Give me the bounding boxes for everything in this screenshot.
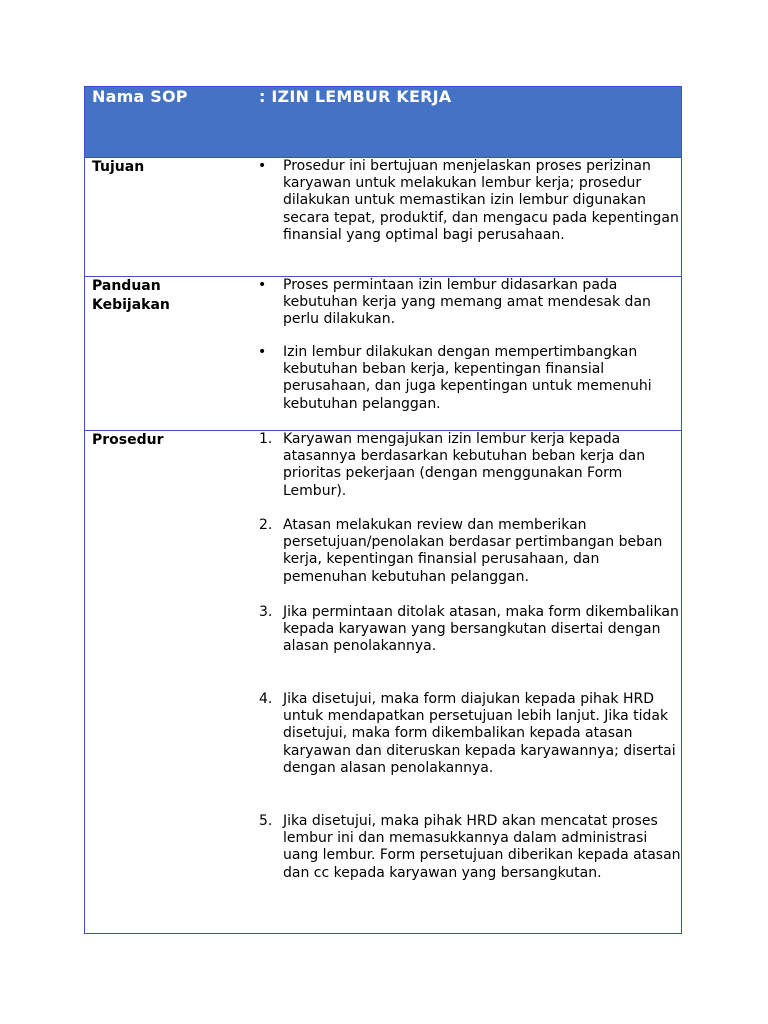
bullet-icon: •: [258, 158, 267, 174]
prosedur-row: [85, 431, 681, 933]
prosedur-item: [257, 604, 707, 656]
prosedur-item-number: 3.: [259, 604, 273, 620]
prosedur-item-number: 4.: [259, 691, 273, 707]
prosedur-item: [257, 691, 707, 777]
prosedur-item-text: Jika permintaan ditolak atasan, maka form dikembalikan kepada karyawan yang bersangkutan disertai dengan alasan penolakannya.: [283, 604, 679, 655]
sop-name-value: : IZIN LEMBUR KERJA: [259, 87, 452, 106]
panduan-item-text: Proses permintaan izin lembur didasarkan pada kebutuhan kerja yang memang amat mendesak dan perlu dilakukan.: [283, 277, 651, 328]
panduan-row: [85, 277, 681, 431]
panduan-item: [257, 344, 707, 413]
prosedur-label: Prosedur: [92, 432, 164, 448]
sop-table: [84, 86, 682, 934]
panduan-label: Panduan Kebijakan: [92, 278, 170, 313]
prosedur-item: [257, 517, 707, 586]
tujuan-item-text: Prosedur ini bertujuan menjelaskan proses perizinan karyawan untuk melakukan lembur kerja; prosedur dilakukan untuk memastikan izin lembur digunakan secara tepat, produktif, dan mengacu pada kepentingan finansial yang optimal bagi perusahaan.: [283, 158, 679, 243]
panduan-item: [257, 277, 707, 329]
prosedur-item-number: 1.: [259, 431, 273, 447]
tujuan-row: [85, 158, 681, 277]
prosedur-item-text: Karyawan mengajukan izin lembur kerja kepada atasannya berdasarkan kebutuhan beban kerja dan prioritas pekerjaan (dengan menggunakan Form Lembur).: [283, 431, 646, 499]
prosedur-item-text: Jika disetujui, maka form diajukan kepada pihak HRD untuk mendapatkan persetujuan lebih lanjut. Jika tidak disetujui, maka form dikembalikan kepada atasan karyawan dan diteruskan kepada karyawannya; disertai dengan alasan penolakannya.: [283, 691, 676, 776]
prosedur-item: [257, 431, 707, 500]
sop-name-label: Nama SOP: [92, 87, 188, 106]
bullet-icon: •: [258, 277, 267, 293]
tujuan-label: Tujuan: [92, 159, 145, 175]
tujuan-item: [257, 158, 707, 244]
prosedur-item-text: Jika disetujui, maka pihak HRD akan mencatat proses lembur ini dan memasukkannya dalam administrasi uang lembur. Form persetujuan diberikan kepada atasan dan cc kepada karyawan yang bersangkutan.: [283, 813, 681, 881]
prosedur-item: [257, 813, 707, 882]
prosedur-item-number: 5.: [259, 813, 273, 829]
prosedur-item-text: Atasan melakukan review dan memberikan persetujuan/penolakan berdasar pertimbangan beban kerja, kepentingan finansial perusahaan, dan pemenuhan kebutuhan pelanggan.: [283, 517, 663, 585]
sop-header-row: [85, 87, 681, 158]
bullet-icon: •: [258, 344, 267, 360]
panduan-item-text: Izin lembur dilakukan dengan mempertimbangkan kebutuhan beban kerja, kepentingan finansial perusahaan, dan juga kepentingan untuk memenuhi kebutuhan pelanggan.: [283, 344, 652, 412]
prosedur-item-number: 2.: [259, 517, 273, 533]
